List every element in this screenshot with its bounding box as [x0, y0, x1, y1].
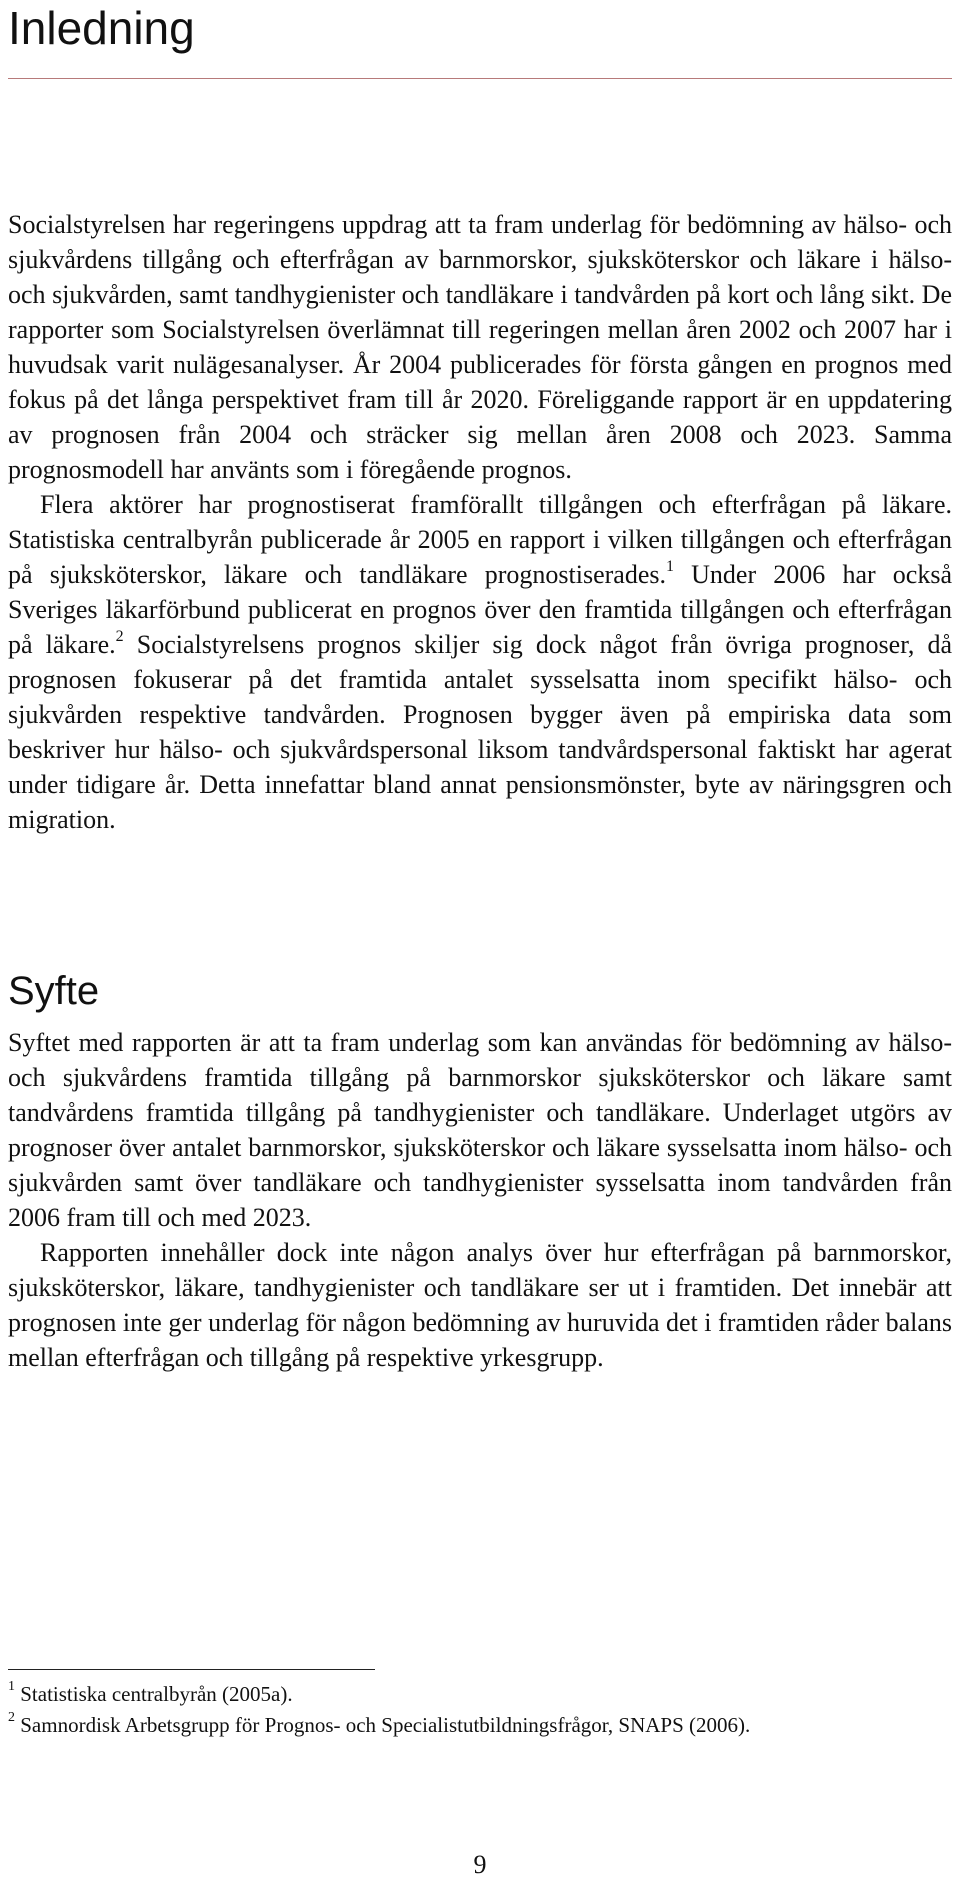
page-number: 9: [473, 1850, 487, 1879]
heading-purpose: Syfte: [8, 969, 100, 1013]
footnotes: [8, 1679, 952, 1741]
footnote-separator: [8, 1669, 375, 1670]
intro-paragraph-2-part-3: Socialstyrelsens prognos skiljer sig dock något från övriga prognoser, då prognosen fokuserar på det framtida antalet sysselsatta inom specifikt hälso- och sjukvården respektive tandvården. Prognosen bygger även på empiriska data som beskriver hur hälso- och sjukvårdspersonal liksom tandvårdspersonal faktiskt har agerat under tidigare år. Detta innefattar bland annat pensionsmönster, byte av näringsgren och migration.: [8, 630, 952, 834]
intro-paragraph-2-part-1: Flera aktörer har prognostiserat framförallt tillgången och efterfrågan på läkare. Statistiska centralbyrån publicerade år 2005 en rapport i vilken tillgången och efterfrågan på sjuksköterskor, läkare och tandläkare prognostiserades.: [8, 490, 952, 589]
footnote-number: 1: [8, 1679, 15, 1694]
footnote-text: Samnordisk Arbetsgrupp för Prognos- och Specialistutbildningsfrågor, SNAPS (2006).: [20, 1713, 751, 1737]
intro-paragraph-1: Socialstyrelsen har regeringens uppdrag att ta fram underlag för bedömning av hälso- och sjukvårdens tillgång och efterfrågan av barnmorskor, sjuksköterskor och läkare i hälso- och sjukvården, samt tandhygienister och tandläkare i tandvården på kort och lång sikt. De rapporter som Socialstyrelsen överlämnat till regeringen mellan åren 2002 och 2007 har i huvudsak varit nulägesanalyser. År 2004 publicerades för första gången en prognos med fokus på det långa perspektivet fram till år 2020. Föreliggande rapport är en uppdatering av prognosen från 2004 och sträcker sig mellan åren 2008 och 2023. Samma prognosmodell har använts som i föregående prognos.: [8, 210, 952, 484]
purpose-section: [8, 1025, 952, 1375]
footnote-text: Statistiska centralbyrån (2005a).: [20, 1682, 293, 1706]
introduction-section: [8, 207, 952, 837]
purpose-paragraph-1: Syftet med rapporten är att ta fram underlag som kan användas för bedömning av hälso- och sjukvårdens framtida tillgång på barnmorskor sjuksköterskor och läkare samt tandvårdens framtida tillgång på tandhygienister och tandläkare. Underlaget utgörs av prognoser över antalet barnmorskor, sjuksköterskor och läkare sysselsatta inom hälso- och sjukvården samt över tandläkare och tandhygienister sysselsatta inom tandvården från 2006 fram till och med 2023.: [8, 1028, 952, 1232]
intro-paragraph-2-part-2: Under 2006 har också Sveriges läkarförbund publicerat en prognos över den framtida tillgången och efterfrågan på läkare.: [8, 560, 953, 659]
footnote-number: 2: [8, 1710, 15, 1725]
footnote-reference-1[interactable]: 1: [666, 558, 674, 576]
heading-rule: [8, 78, 952, 79]
footnote-reference-2[interactable]: 2: [115, 628, 124, 646]
footnote-2: [8, 1710, 952, 1741]
heading-introduction: Inledning: [8, 2, 195, 54]
purpose-paragraph-2: Rapporten innehåller dock inte någon analys över hur efterfrågan på barnmorskor, sjuksköterskor, läkare, tandhygienister och tandläkare ser ut i framtiden. Det innebär att prognosen inte ger underlag för någon bedömning av huruvida det i framtiden råder balans mellan efterfrågan och tillgång på respektive yrkesgrupp.: [8, 1238, 952, 1372]
intro-paragraph-2: [8, 487, 952, 837]
footnote-1: [8, 1679, 952, 1710]
